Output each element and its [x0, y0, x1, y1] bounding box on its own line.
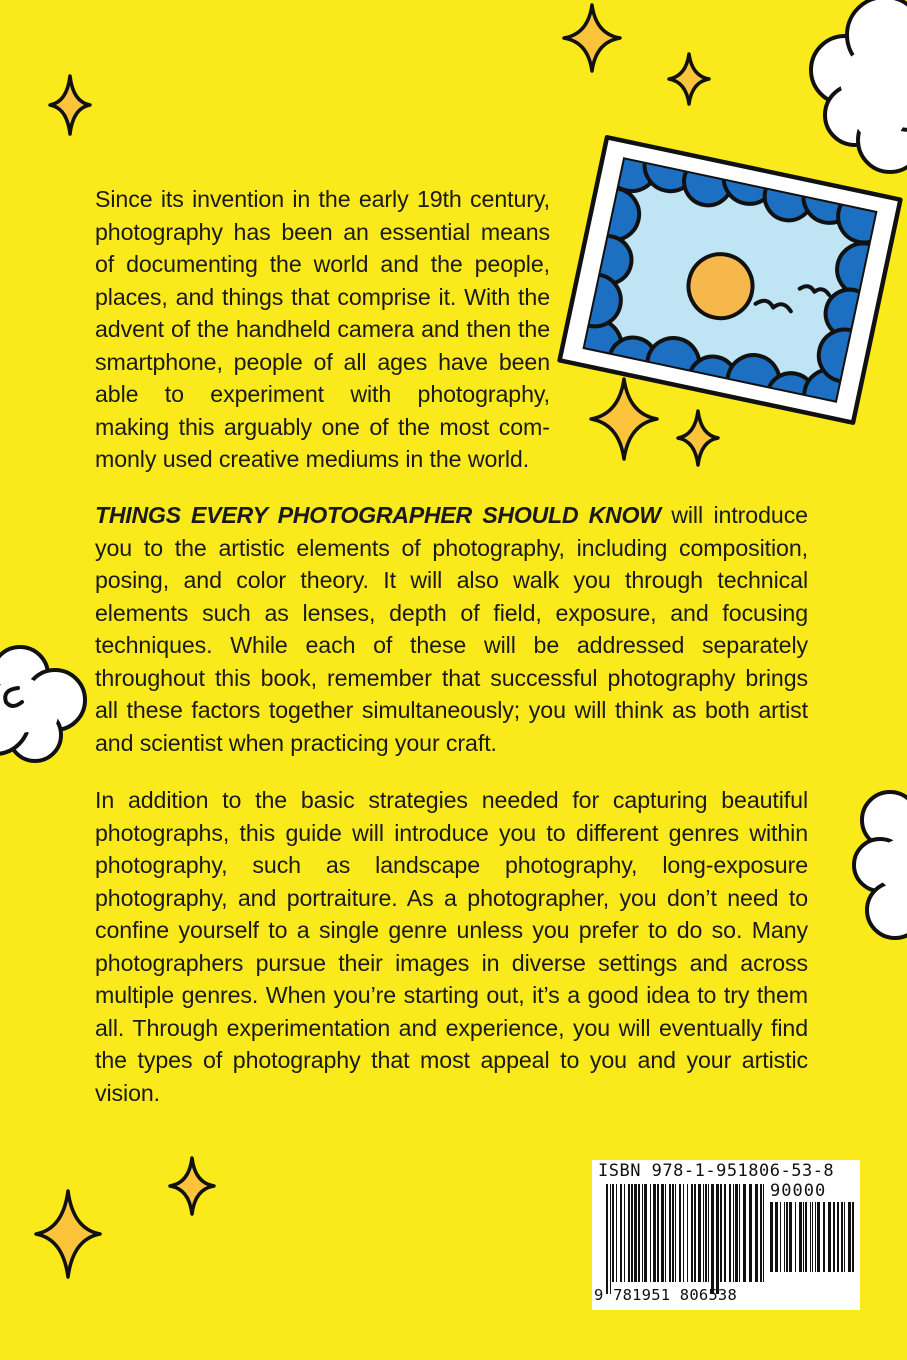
intro-paragraph: Since its invention in the early 19th century, photography has been an essential means of documenting the world and the people, places, and things that comprise it. With the advent of the handheld camera and then the smartphone, people of all ages have been able to experiment with photography, making this arguably one of the most commonly used creative mediums in the world. — [95, 186, 550, 472]
price-code: 90000 — [770, 1181, 827, 1201]
barcode-bar — [679, 1184, 681, 1282]
barcode-bars-addon — [770, 1202, 854, 1284]
barcode-bar — [848, 1202, 851, 1272]
barcode-bar — [628, 1184, 630, 1282]
barcode-bar — [616, 1184, 617, 1282]
barcode-bar — [724, 1184, 726, 1282]
barcode-bars-main — [606, 1184, 766, 1294]
isbn-label: ISBN 978-1-951806-53-8 — [598, 1161, 835, 1181]
barcode-bar — [739, 1184, 740, 1282]
barcode-bar — [698, 1184, 701, 1282]
barcode-bar — [669, 1184, 671, 1282]
barcode-bar — [799, 1202, 802, 1272]
barcode-bar — [711, 1184, 714, 1294]
barcode-bar — [803, 1202, 804, 1272]
framed-photo-icon — [560, 138, 900, 423]
barcode-bar — [833, 1202, 835, 1272]
barcode-bar — [812, 1202, 813, 1272]
barcode-bar — [852, 1202, 854, 1272]
book-overview-paragraph — [95, 499, 808, 759]
barcode-bar — [653, 1184, 656, 1282]
barcode-bar — [665, 1184, 666, 1282]
barcode-bar — [815, 1202, 816, 1272]
barcode-bar — [760, 1184, 762, 1282]
barcode-bar — [644, 1184, 647, 1282]
barcode-bar — [657, 1184, 659, 1282]
barcode-bar — [642, 1184, 643, 1282]
barcode-bar — [634, 1184, 637, 1282]
barcode-bar — [661, 1184, 664, 1282]
barcode-bar — [703, 1184, 704, 1282]
barcode-bar — [672, 1184, 674, 1282]
barcode-bar — [705, 1184, 707, 1282]
barcode-bar — [638, 1184, 640, 1282]
barcode-bar — [612, 1184, 614, 1282]
barcode-bar — [763, 1184, 764, 1282]
barcode-bar — [795, 1202, 796, 1272]
sparkle-star-icon — [48, 74, 92, 136]
barcode-bar — [716, 1184, 719, 1294]
cloud-icon — [850, 790, 907, 950]
barcode-bar — [810, 1202, 811, 1272]
sparkle-star-icon — [666, 51, 712, 107]
barcode-bar — [841, 1202, 843, 1272]
barcode-bar — [610, 1184, 611, 1294]
barcode-bar — [606, 1184, 608, 1294]
sparkle-star-icon — [33, 1188, 103, 1280]
barcode-bar — [729, 1184, 731, 1282]
barcode-bar — [631, 1184, 633, 1282]
barcode-bar — [780, 1202, 781, 1272]
barcode-bar — [817, 1202, 820, 1272]
book-overview-text: will introduce you to the artistic elements of photography, including composition, posing, and color theory. It will also walk you through technical elements such as lenses, depth of field, exposure, and focusing techniques. While each of these will be addressed separately throughout this book, remember that successful photography brings all these factors together simultaneously; you will think as both artist and scientist when practicing your craft. — [95, 502, 808, 756]
isbn-barcode — [592, 1160, 860, 1310]
barcode-bar — [755, 1184, 758, 1282]
barcode-bar — [837, 1202, 839, 1272]
barcode-bar — [786, 1202, 788, 1272]
barcode-bar — [687, 1184, 688, 1282]
barcode-bar — [784, 1202, 785, 1272]
barcode-bar — [675, 1184, 676, 1282]
ean-digits: 9 781951 806538 — [594, 1286, 737, 1304]
barcode-bar — [720, 1184, 722, 1282]
barcode-bar — [708, 1184, 709, 1282]
barcode-bar — [749, 1184, 752, 1282]
barcode-bar — [620, 1184, 622, 1282]
barcode-bar — [823, 1202, 825, 1272]
barcode-bar — [789, 1202, 792, 1272]
barcode-bar — [694, 1184, 696, 1282]
barcode-bar — [775, 1202, 778, 1272]
cloud-icon — [0, 645, 92, 765]
barcode-bar — [828, 1202, 831, 1272]
barcode-bar — [624, 1184, 625, 1282]
barcode-bar — [691, 1184, 693, 1282]
barcode-bar — [805, 1202, 807, 1272]
genres-paragraph: In addition to the basic strategies needed for capturing beautiful photographs, this guide will introduce you to different genres within photography, such as landscape photography, long-exposure photography, and portraiture. As a photographer, you don’t need to confine yourself to a single genre unless you prefer to do so. Many photographers pursue their images in diverse settings and across multiple genres. When you’re starting out, it’s a good idea to try them all. Through experimentation and experience, you will eventually find the types of photography that most appeal to you and your artistic vision. — [95, 787, 808, 1106]
barcode-bar — [733, 1184, 734, 1282]
sparkle-star-icon — [561, 2, 623, 74]
barcode-bar — [735, 1184, 738, 1282]
sparkle-star-icon — [167, 1155, 217, 1217]
barcode-bar — [743, 1184, 746, 1282]
barcode-bar — [683, 1184, 684, 1282]
barcode-bar — [770, 1202, 773, 1272]
barcode-bar — [844, 1202, 845, 1272]
book-title-emphasis: THINGS EVERY PHOTOGRAPHER SHOULD KNOW — [95, 502, 661, 528]
barcode-bar — [650, 1184, 651, 1282]
